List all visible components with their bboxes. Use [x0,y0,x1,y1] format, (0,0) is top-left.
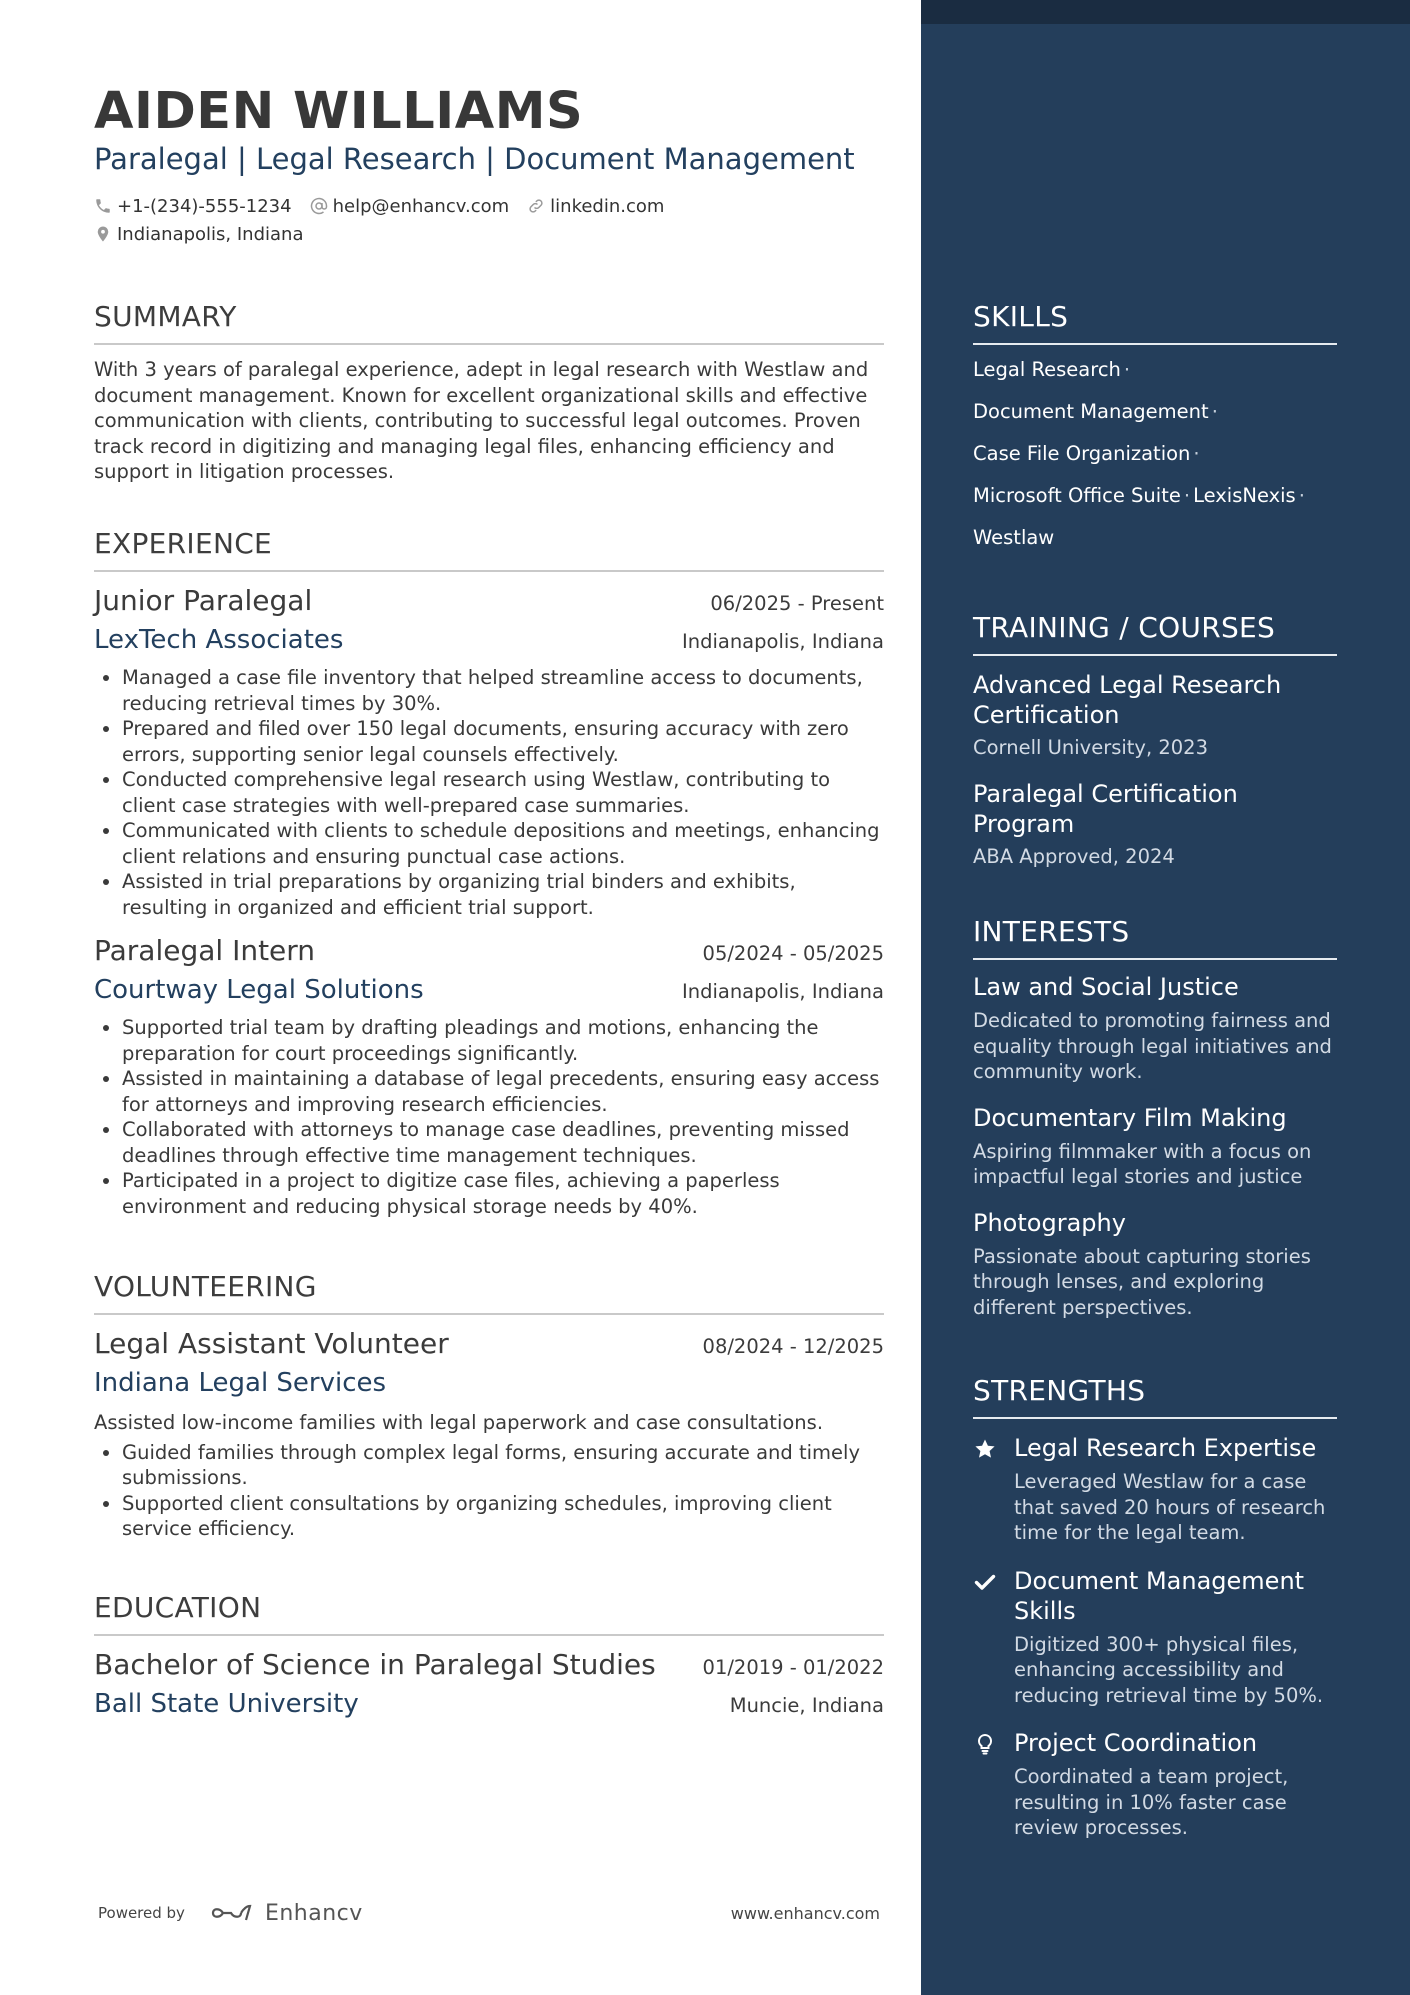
job-bullets [94,1015,884,1219]
lightbulb-icon [973,1732,997,1756]
education-dates: 01/2019 - 01/2022 [702,1656,884,1679]
strength-item [973,1728,1337,1841]
checkmark-icon [973,1570,997,1594]
strength-description: Digitized 300+ physical files, enhancing accessibility and reducing retrieval time by 50%. [1014,1632,1324,1707]
strength-description: Leveraged Westlaw for a case that saved 20 hours of research time for the legal team. [1014,1470,1326,1544]
interest-description: Aspiring filmmaker with a focus on impactful legal stories and justice [973,1139,1312,1188]
summary-text: With 3 years of paralegal experience, adept in legal research with Westlaw and document management. Known for excellent organizational skills and effective communication with clients, contributing to successful legal outcomes. Proven track record in digitizing and managing legal files, enhancing efficiency and support in litigation processes. [94,358,869,483]
strength-description: Coordinated a team project, resulting in 10% faster case review processes. [1014,1765,1289,1839]
education-section [94,1591,884,1719]
website-link[interactable]: www.enhancv.com [730,1903,880,1923]
bullet-item: • Participated in a project to digitize case files, achieving a paperless environment and reducing physical storage needs by 40%. [122,1168,884,1219]
job-location: Indianapolis, Indiana [681,980,884,1003]
enhancv-logo-icon [211,1902,257,1924]
powered-by [98,1901,363,1926]
company-name: Courtway Legal Solutions [94,975,424,1005]
skill-item: Case File Organization [973,442,1191,465]
strength-title: Document Management Skills [1014,1566,1305,1625]
headline: Paralegal | Legal Research | Document Management [94,142,855,176]
bullet-item: • Collaborated with attorneys to manage case deadlines, preventing missed deadlines through effective time management techniques. [122,1117,884,1168]
candidate-name: AIDEN WILLIAMS [94,82,584,141]
skills-section [973,300,1337,567]
experience-entry [94,584,884,920]
volunteering-title: VOLUNTEERING [94,1270,884,1315]
sidebar [921,0,1410,1995]
skill-item: LexisNexis [1193,484,1296,507]
bullet-item: • Communicated with clients to schedule depositions and meetings, enhancing client relations and ensuring punctual case actions. [122,818,884,869]
star-icon [973,1437,997,1461]
footer [98,1898,880,1928]
interest-title: Photography [973,1208,1126,1237]
strengths-section [973,1374,1337,1841]
sidebar-topbar [921,0,1410,24]
training-section [973,611,1337,868]
interest-title: Documentary Film Making [973,1103,1287,1132]
interests-title: INTERESTS [973,915,1337,960]
interests-section [973,915,1337,1320]
volunteering-section [94,1270,884,1542]
contact-phone[interactable] [94,196,292,217]
volunteer-role: Legal Assistant Volunteer [94,1327,449,1360]
phone-icon [94,197,112,215]
job-bullets [94,665,884,920]
interest-description: Dedicated to promoting fairness and equality through legal initiatives and community work. [973,1009,1332,1083]
volunteer-dates: 08/2024 - 12/2025 [702,1335,884,1358]
course-title: Paralegal Certification Program [973,780,1238,838]
degree: Bachelor of Science in Paralegal Studies [94,1648,656,1681]
education-title: EDUCATION [94,1591,884,1636]
powered-by-label: Powered by [98,1904,185,1922]
course-provider: Cornell University, 2023 [973,736,1208,759]
skill-item: Microsoft Office Suite [973,484,1181,507]
skills-list: Legal Research · Document Management · Case File Organization · Microsoft Office Suite · LexisNexis · Westlaw [973,358,1305,549]
contact-location [94,224,304,245]
bullet-item: • Prepared and filed over 150 legal documents, ensuring accuracy with zero errors, supporting senior legal counsels effectively. [122,716,884,767]
interest-item [973,972,1337,1085]
training-title: TRAINING / COURSES [973,611,1337,656]
experience-title: EXPERIENCE [94,527,884,572]
course-provider: ABA Approved, 2024 [973,845,1175,868]
at-sign-icon [310,197,328,215]
job-location: Indianapolis, Indiana [681,630,884,653]
skill-item: Document Management [973,400,1209,423]
strengths-title: STRENGTHS [973,1374,1337,1419]
interest-description: Passionate about capturing stories through lenses, and exploring different perspectives. [973,1244,1311,1319]
summary-section [94,300,884,485]
course-item [973,779,1337,868]
email-text: help@enhancv.com [332,195,510,217]
summary-title: SUMMARY [94,300,884,345]
bullet-item: • Assisted in trial preparations by organizing trial binders and exhibits, resulting in organized and efficient trial support. [122,869,884,920]
volunteering-entry [94,1327,884,1542]
bullet-item: • Guided families through complex legal forms, ensuring accurate and timely submissions. [122,1440,884,1491]
job-dates: 05/2024 - 05/2025 [702,942,884,965]
school-location: Muncie, Indiana [729,1694,884,1717]
contact-email[interactable] [310,196,510,217]
link-icon [527,197,545,215]
brand-name: Enhancv [264,1900,363,1926]
linkedin-text: linkedin.com [550,195,665,217]
bullet-item: • Managed a case file inventory that helped streamline access to documents, reducing retrieval times by 30%. [122,665,884,716]
job-title: Paralegal Intern [94,934,316,967]
experience-entry [94,934,884,1219]
strength-item [973,1566,1337,1709]
location-pin-icon [94,225,112,243]
bullet-item: • Assisted in maintaining a database of legal precedents, ensuring easy access for attorneys and improving research efficiencies. [122,1066,884,1117]
education-entry [94,1648,884,1719]
volunteer-bullets [94,1440,884,1542]
course-title: Advanced Legal Research Certification [973,671,1282,729]
company-name: LexTech Associates [94,625,344,655]
contact-linkedin[interactable] [527,196,664,217]
strength-title: Legal Research Expertise [1014,1434,1317,1462]
skill-item: Westlaw [973,526,1055,549]
bullet-item: • Conducted comprehensive legal research using Westlaw, contributing to client case strategies with well-prepared case summaries. [122,767,884,818]
bullet-item: • Supported trial team by drafting pleadings and motions, enhancing the preparation for court proceedings significantly. [122,1015,884,1066]
bullet-item: • Supported client consultations by organizing schedules, improving client service efficiency. [122,1491,884,1542]
volunteer-organization: Indiana Legal Services [94,1368,387,1398]
interest-title: Law and Social Justice [973,973,1239,1001]
skill-item: Legal Research [973,358,1121,381]
interest-item [973,1208,1337,1321]
strength-item [973,1433,1337,1546]
school-name: Ball State University [94,1689,359,1719]
contact-info [94,195,682,251]
experience-section [94,527,884,1219]
volunteer-description: Assisted low-income families with legal paperwork and case consultations. [94,1411,824,1434]
location-text: Indianapolis, Indiana [117,223,304,245]
interest-item [973,1103,1337,1190]
strength-title: Project Coordination [1014,1729,1258,1757]
brand-logo[interactable] [211,1901,363,1926]
phone-text: +1-(234)-555-1234 [117,195,292,217]
job-title: Junior Paralegal [94,584,313,617]
course-item [973,670,1337,759]
job-dates: 06/2025 - Present [710,592,884,615]
skills-title: SKILLS [973,300,1337,345]
